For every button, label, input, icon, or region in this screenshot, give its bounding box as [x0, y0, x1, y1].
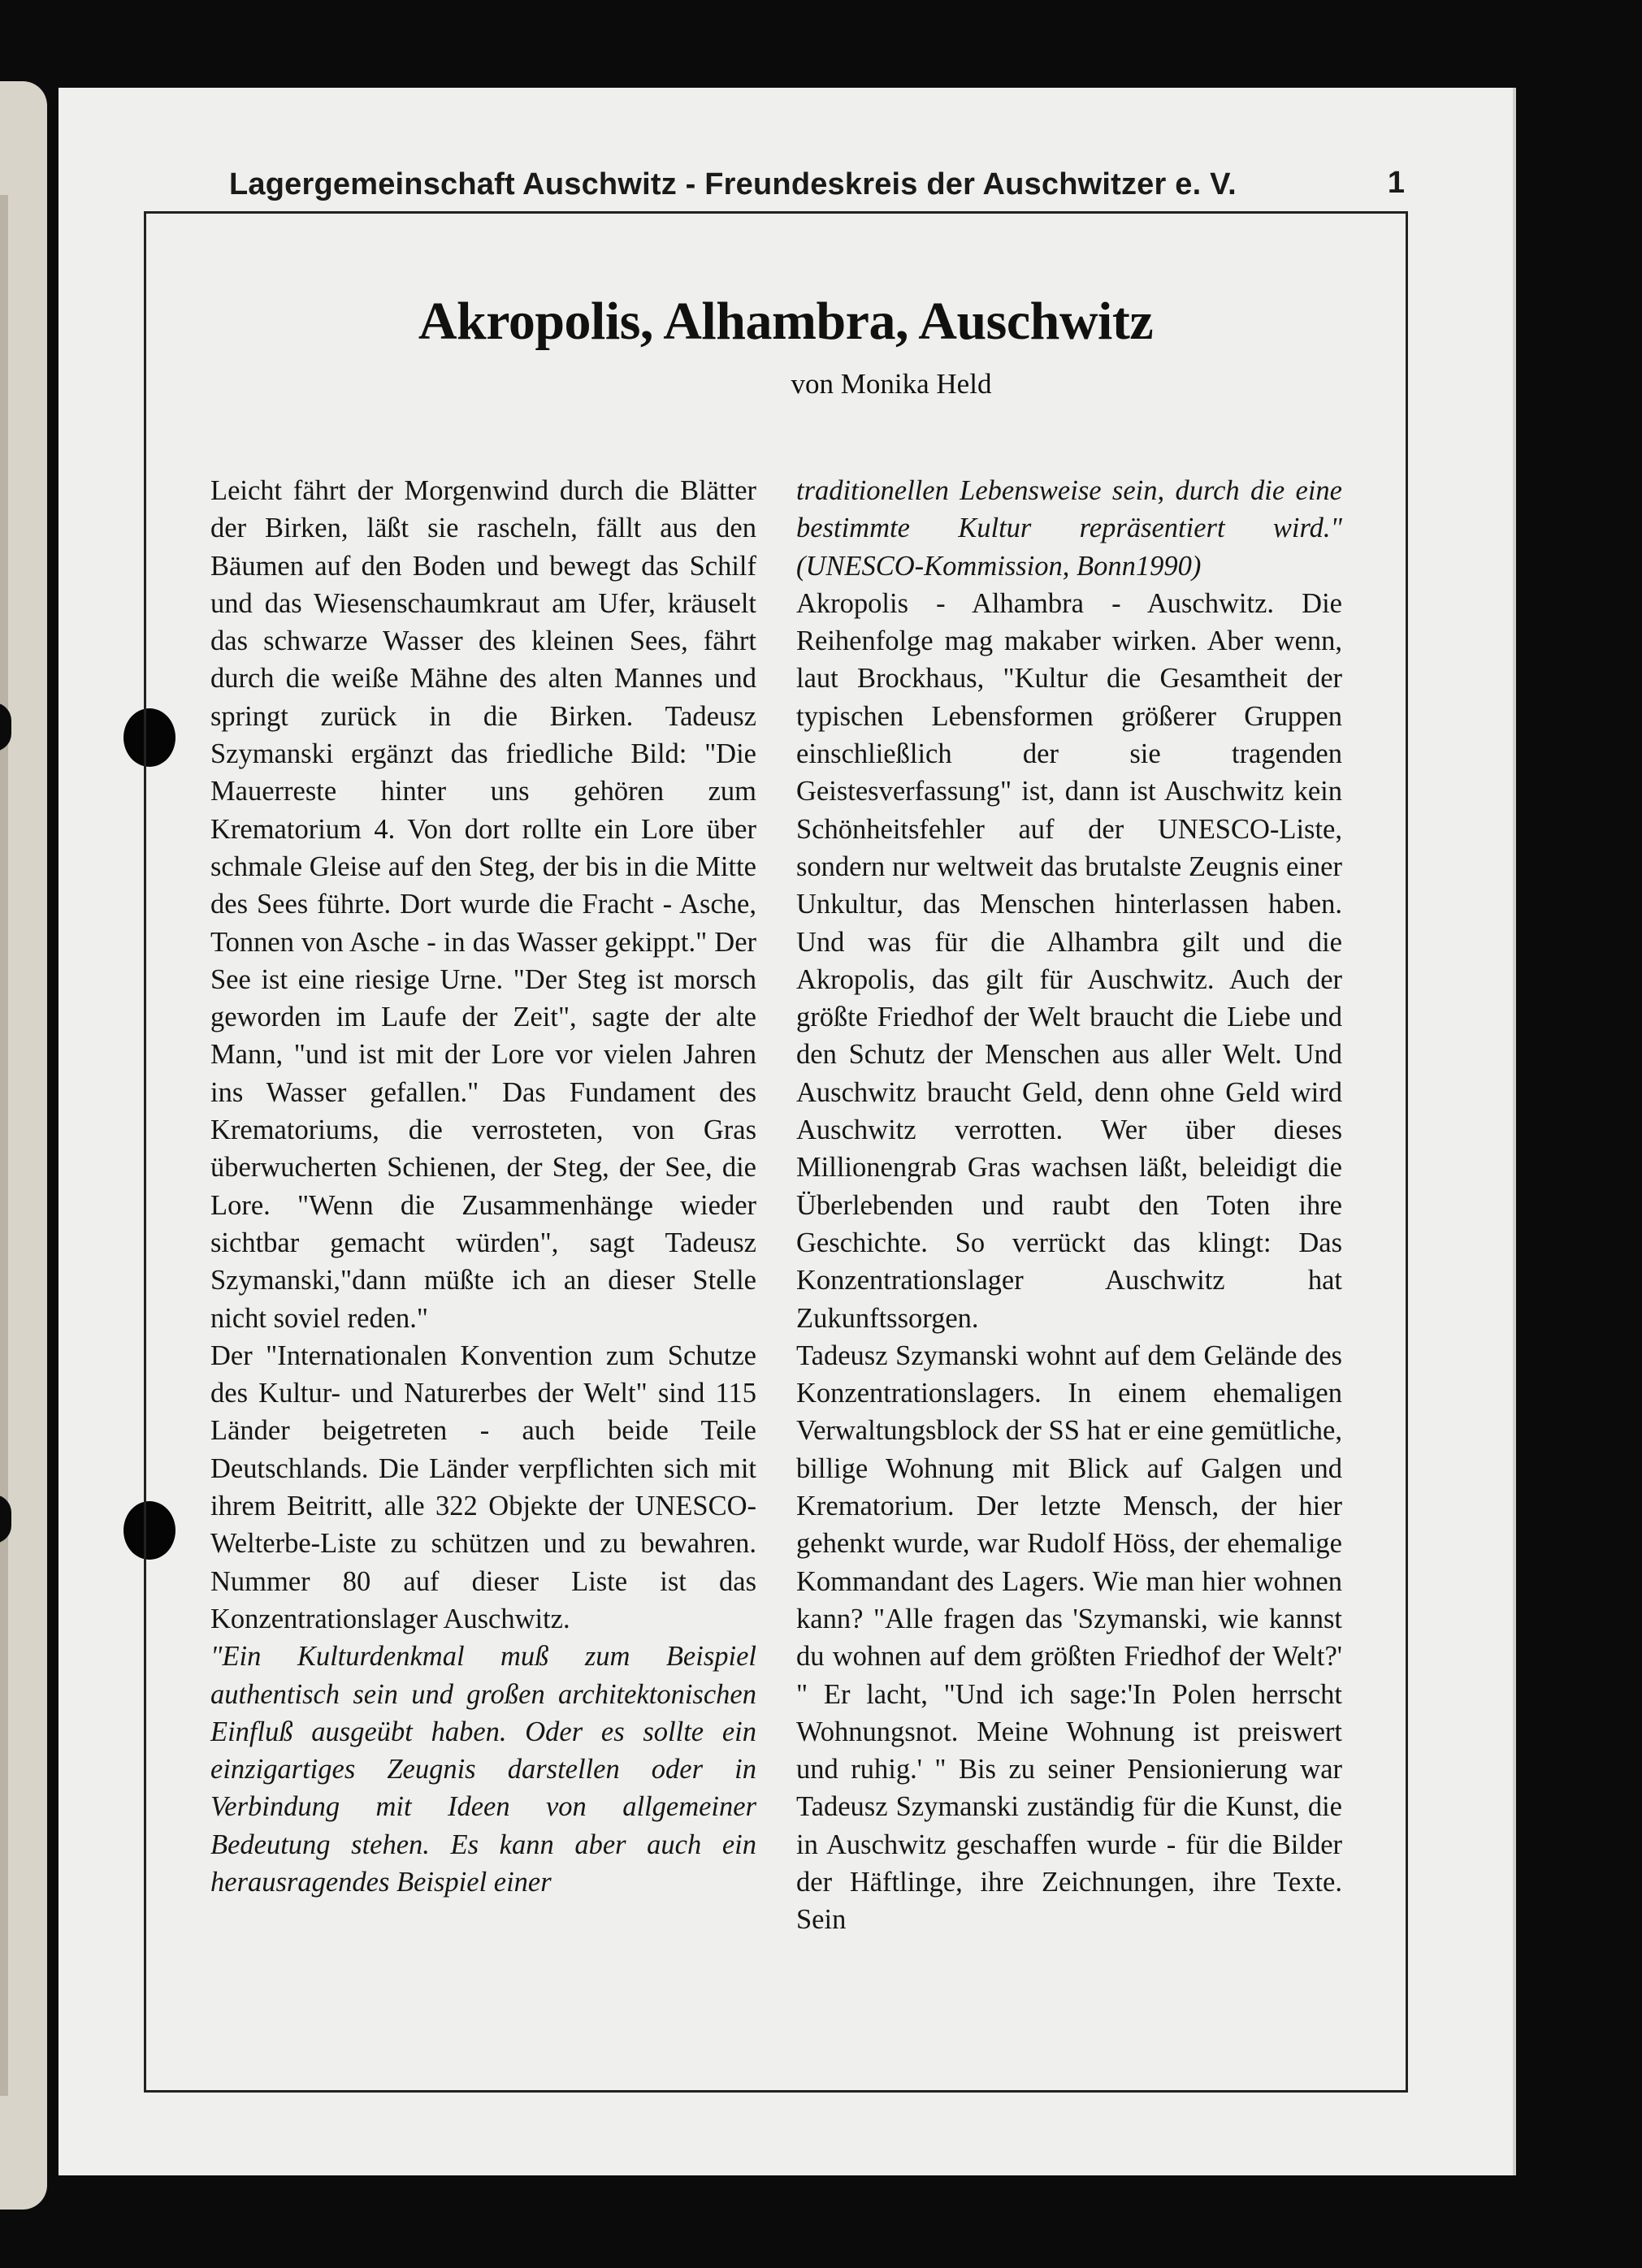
right-column: [796, 472, 1342, 1939]
paragraph: Akropolis - Alhambra - Auschwitz. Die Reihenfolge mag makaber wirken. Aber wenn, laut Brockhaus, "Kultur die Gesamtheit der typischen Lebensformen größerer Gruppen einschließlich der sie tragenden Geistesverfassung" ist, dann ist Auschwitz kein Schönheitsfehler auf der UNESCO-Liste, sondern nur weltweit das brutalste Zeugnis einer Unkultur, das Menschen hinterlassen haben. Und was für die Alhambra gilt und die Akropolis, das gilt für Auschwitz. Auch der größte Friedhof der Welt braucht die Liebe und den Schutz der Menschen aus aller Welt. Und Auschwitz braucht Geld, denn ohne Geld wird Auschwitz verrotten. Wer über dieses Millionengrab Gras wachsen läßt, beleidigt die Überlebenden und raubt den Toten ihre Geschichte. So verrückt das klingt: Das Konzentrationslager Auschwitz hat Zukunftssorgen.: [796, 587, 1342, 1334]
adjacent-page-shadow: [0, 195, 8, 2096]
paragraph: Leicht fährt der Morgenwind durch die Blätter der Birken, läßt sie rascheln, fällt aus den Bäumen auf den Boden und bewegt das Schilf und das Wiesenschaumkraut am Ufer, kräuselt das schwarze Wasser des kleinen Sees, fährt durch die weiße Mähne des alten Mannes und springt zurück in die Birken. Tadeusz Szymanski ergänzt das friedliche Bild: "Die Mauerreste hinter uns gehören zum Krematorium 4. Von dort rollte ein Lore über schmale Gleise auf den Steg, der bis in die Mitte des Sees führte. Dort wurde die Fracht - Asche, Tonnen von Asche - in das Wasser gekippt." Der See ist eine riesige Urne. "Der Steg ist morsch geworden im Laufe der Zeit", sagte der alte Mann, "und ist mit der Lore vor vielen Jahren ins Wasser gefallen." Das Fundament des Krematoriums, die verrosteten, von Gras überwucherten Schienen, der Steg, der See, die Lore. "Wenn die Zusammenhänge wieder sichtbar gemacht würden", sagt Tadeusz Szymanski,"dann müßte ich an dieser Stelle nicht soviel reden.": [210, 475, 756, 1334]
quote-paragraph: "Ein Kulturdenkmal muß zum Beispiel authentisch sein und großen architektonischen Einfluß ausgeübt haben. Oder es sollte ein einzigartiges Zeugnis darstellen oder in Verbindung mit Ideen von allgemeiner Bedeutung stehen. Es kann aber auch ein herausragendes Beispiel einer: [210, 1641, 756, 1898]
article-title: Akropolis, Alhambra, Auschwitz: [418, 292, 1154, 351]
adjacent-page-edge: [0, 81, 47, 2210]
quote-paragraph: traditionellen Lebensweise sein, durch die eine bestimmte Kultur repräsentiert wird." (UNESCO-Kommission, Bonn1990): [796, 475, 1342, 582]
paragraph: Tadeusz Szymanski wohnt auf dem Gelände des Konzentrationslagers. In einem ehemaligen Verwaltungsblock der SS hat er eine gemütliche, billige Wohnung mit Blick auf Galgen und Krematorium. Der letzte Mensch, der hier gehenkt wurde, war Rudolf Höss, der ehemalige Kommandant des Lagers. Wie man hier wohnen kann? "Alle fragen das 'Szymanski, wie kannst du wohnen auf dem größten Friedhof der Welt?' " Er lacht, "Und ich sage:'In Polen herrscht Wohnungsnot. Meine Wohnung ist preiswert und ruhig.' " Bis zu seiner Pensionierung war Tadeusz Szymanski zuständig für die Kunst, die in Auschwitz geschaffen wurde - für die Bilder der Häftlinge, ihre Zeichnungen, ihre Texte. Sein: [796, 1340, 1342, 1936]
document-page: [58, 88, 1513, 2175]
article-byline: von Monika Held: [791, 368, 992, 400]
left-column: [210, 472, 756, 1901]
page-number: 1: [1387, 166, 1405, 200]
adjacent-punch-hole: [0, 703, 11, 751]
adjacent-punch-hole: [0, 1495, 11, 1543]
paragraph: Der "Internationalen Konvention zum Schutze des Kultur- und Naturerbes der Welt" sind 115 Länder beigetreten - auch beide Teile Deutschlands. Die Länder verpflichten sich mit ihrem Beitritt, alle 322 Objekte der UNESCO-Welterbe-Liste zu schützen und zu bewahren. Nummer 80 auf dieser Liste ist das Konzentrationslager Auschwitz.: [210, 1340, 756, 1634]
running-header: Lagergemeinschaft Auschwitz - Freundeskreis der Auschwitzer e. V.: [229, 167, 1237, 201]
